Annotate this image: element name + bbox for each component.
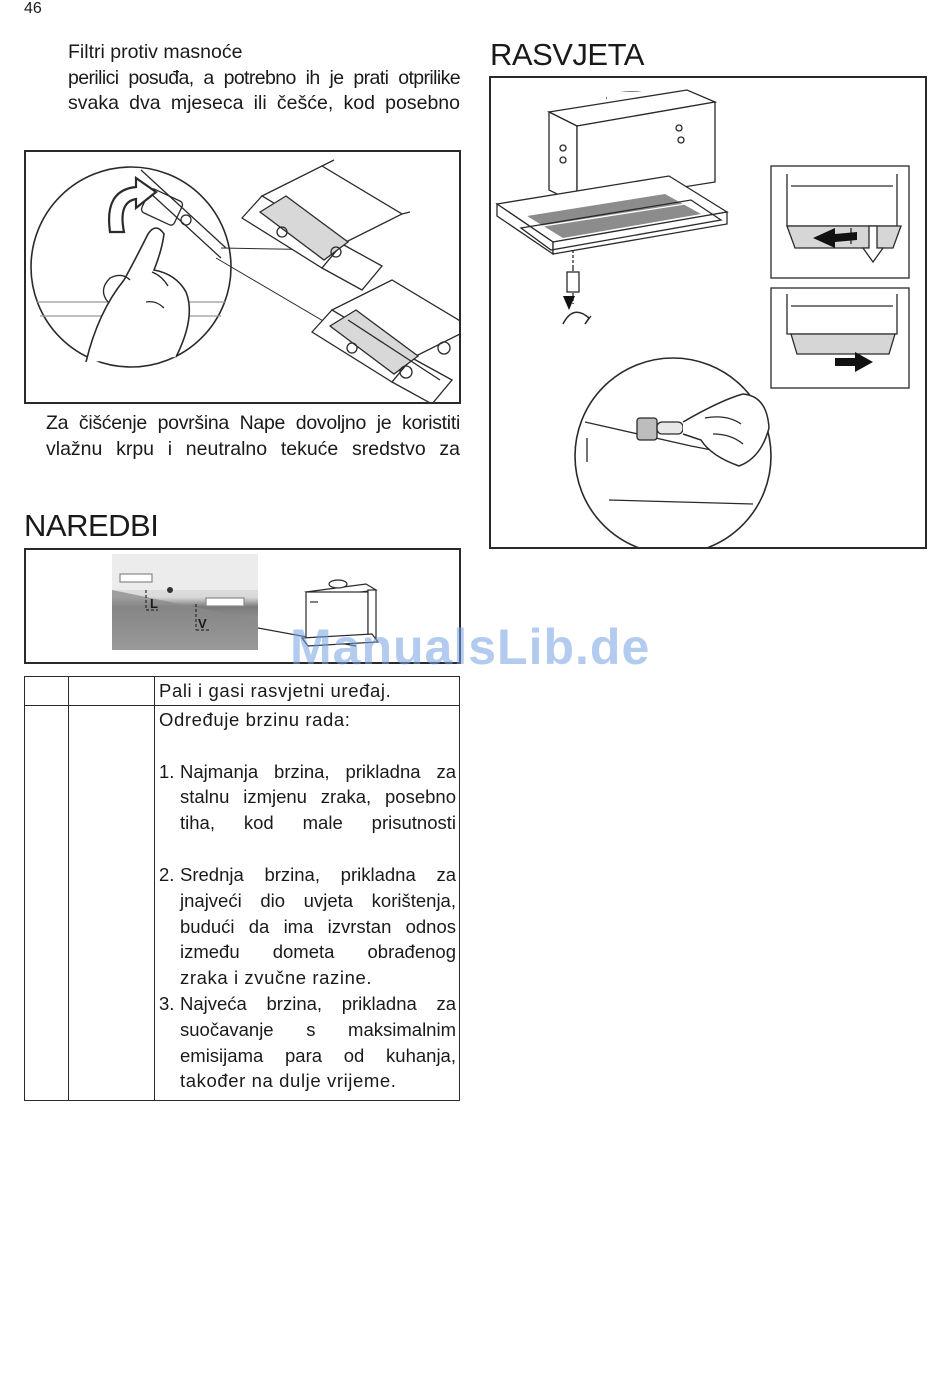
controls-table <box>24 676 460 1101</box>
list-line: budući da ima izvrstan odnos <box>180 915 456 937</box>
filters-line: Filtri protiv masnoće <box>68 41 243 63</box>
list-line: Najveća brzina, prikladna za <box>180 992 456 1014</box>
filters-paragraph <box>68 40 460 117</box>
filters-line: perilici posuđa, a potrebno ih je prati otprilike <box>68 66 460 89</box>
list-line: jnajveći dio uvjeta korištenja, <box>180 889 456 911</box>
list-line: tiha, kod male prisutnosti <box>180 812 456 834</box>
key-cell <box>69 677 155 706</box>
light-description: Pali i gasi rasvjetni uređaj. <box>155 677 460 706</box>
list-line: također na dulje vrijeme. <box>180 1070 397 1092</box>
list-line: Srednja brzina, prikladna za <box>180 863 456 885</box>
rasvjeta-heading: RASVJETA <box>490 37 644 72</box>
key-cell <box>69 705 155 1100</box>
cleaning-line: Za čišćenje površina Nape dovoljno je koristiti <box>46 412 460 434</box>
speed-intro: Određuje brzinu rada: <box>159 708 351 730</box>
list-line: suočavanje s maksimalnim <box>180 1018 456 1040</box>
list-line: stalnu izmjenu zraka, posebno <box>180 786 456 808</box>
table-row <box>25 705 460 1100</box>
list-item <box>159 759 456 836</box>
page-number: 46 <box>24 0 42 17</box>
list-number: 2. <box>159 863 175 885</box>
lighting-illustration <box>489 76 927 549</box>
list-number: 3. <box>159 992 175 1014</box>
symbol-cell <box>25 705 69 1100</box>
cleaning-paragraph <box>46 411 460 462</box>
naredbi-heading: NAREDBI <box>24 508 159 543</box>
label-v: V <box>198 616 207 631</box>
list-line: Najmanja brzina, prikladna za <box>180 760 456 782</box>
list-line: zraka i zvučne razine. <box>180 967 373 989</box>
list-line: između dometa obrađenog <box>180 941 456 963</box>
list-item <box>159 862 456 991</box>
filters-line: svaka dva mjeseca ili češće, kod posebno <box>68 92 460 114</box>
filter-removal-illustration <box>24 150 461 404</box>
table-row <box>25 677 460 706</box>
cleaning-line: vlažnu krpu i neutralno tekuće sredstvo za <box>46 437 460 460</box>
list-item <box>159 991 456 1094</box>
list-number: 1. <box>159 760 175 782</box>
list-line: emisijama para od kuhanja, <box>180 1044 456 1066</box>
symbol-cell <box>25 677 69 706</box>
label-l: L <box>150 596 158 611</box>
speed-description <box>155 705 460 1100</box>
watermark: ManualsLib.de <box>290 619 651 675</box>
